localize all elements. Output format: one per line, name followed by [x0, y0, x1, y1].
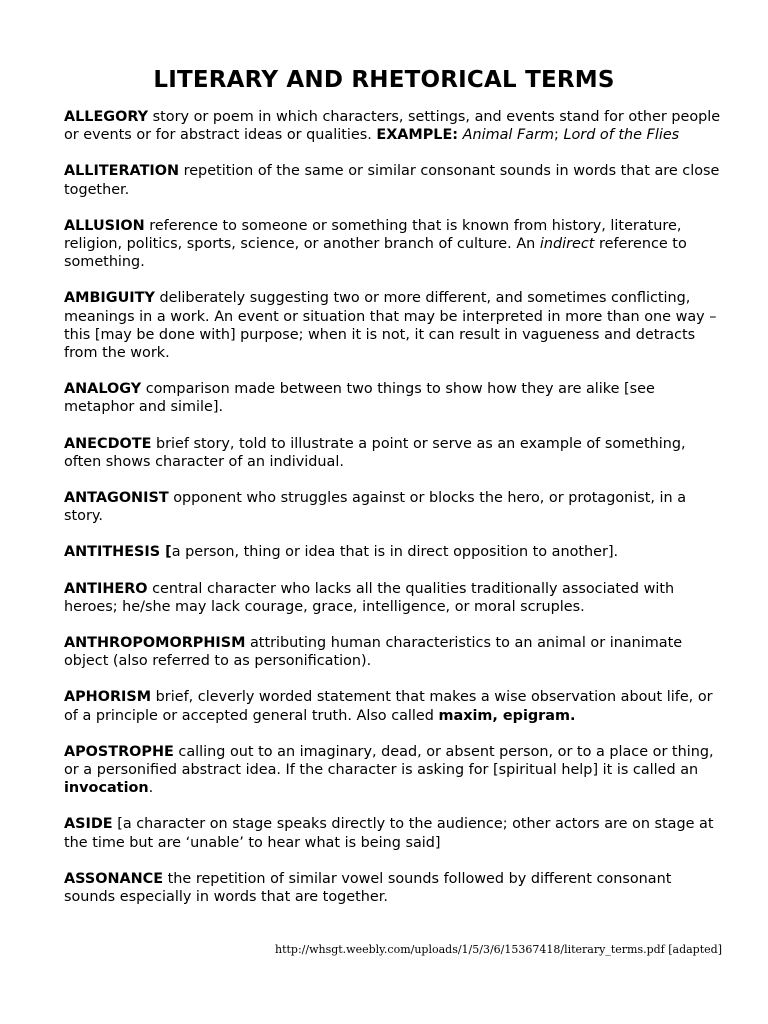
emphasis-text: indirect: [539, 236, 595, 253]
page-title: LITERARY AND RHETORICAL TERMS: [153, 67, 615, 93]
example-label: EXAMPLE:: [376, 127, 459, 144]
term-definition: opponent who struggles against or blocks the hero, or protagonist, in a story.: [64, 490, 687, 525]
term-name: ANTIHERO: [64, 580, 148, 597]
term-name: ANECDOTE: [64, 435, 152, 452]
term-definition: the repetition of similar vowel sounds followed by different consonant sounds especially in words that are together.: [64, 870, 672, 906]
term-definition: repetition of the same or similar consonant sounds in words that are close together.: [64, 163, 720, 198]
term-entry-ambiguity: [64, 289, 724, 362]
related-term: invocation: [64, 780, 149, 797]
term-name: AMBIGUITY: [64, 290, 155, 307]
example-title: Animal Farm: [462, 127, 555, 144]
term-entry-apostrophe: [64, 743, 724, 798]
term-name: ANTHROPOMORPHISM: [64, 635, 246, 652]
example-separator: ;: [554, 127, 564, 144]
term-entry-aside: [64, 815, 724, 851]
term-entry-anthropomorphism: [64, 634, 724, 670]
term-entry-analogy: [64, 380, 724, 416]
term-definition: [a character on stage speaks directly to the audience; other actors are on stage at the time but are ‘unable’ to hear what is being said]: [64, 816, 714, 851]
term-name: ALLITERATION: [64, 163, 180, 180]
term-definition: brief, cleverly worded statement that makes a wise observation about life, or of a principle or accepted general truth. Also called: [64, 689, 713, 724]
term-entry-antithesis: [64, 543, 724, 561]
term-name: APHORISM: [64, 689, 152, 706]
example-title: Lord of the Flies: [563, 127, 680, 144]
term-definition: brief story, told to illustrate a point or serve as an example of something, often shows character of an individual.: [64, 435, 686, 470]
term-name: ANTITHESIS [: [64, 544, 172, 561]
synonym-terms: maxim, epigram.: [438, 707, 576, 724]
term-definition: attributing human characteristics to an animal or inanimate object (also referred to as personification).: [64, 635, 683, 670]
term-name: APOSTROPHE: [64, 743, 174, 760]
terms-list: [64, 108, 724, 924]
term-definition: calling out to an imaginary, dead, or absent person, or to a place or thing, or a personified abstract idea. If the character is asking for [spiritual help] it is called an: [64, 743, 714, 779]
term-definition-continued: .: [148, 780, 154, 797]
term-entry-antihero: [64, 580, 724, 616]
term-definition: reference to someone or something that is known from history, literature, religion, politics, sports, science, or another branch of culture. An: [64, 217, 682, 253]
term-name: ANALOGY: [64, 381, 142, 398]
term-name: ASIDE: [64, 816, 113, 833]
term-definition: comparison made between two things to show how they are alike [see metaphor and simile].: [64, 381, 655, 416]
term-entry-alliteration: [64, 162, 724, 198]
source-citation: http://whsgt.weebly.com/uploads/1/5/3/6/15367418/literary_terms.pdf [adapted]: [274, 943, 722, 956]
term-entry-assonance: [64, 870, 724, 906]
term-definition: deliberately suggesting two or more different, and sometimes conflicting, meanings in a work. An event or situation that may be interpreted in more than one way – this [may be done with] purpose; when it is not, it can result in vagueness and detracts from the work.: [64, 290, 717, 362]
term-entry-allusion: [64, 217, 724, 272]
term-definition: story or poem in which characters, settings, and events stand for other people or events or for abstract ideas or qualities.: [64, 109, 721, 144]
term-entry-anecdote: [64, 435, 724, 471]
term-definition-continued: reference to something.: [64, 236, 687, 271]
term-entry-allegory: [64, 108, 724, 144]
term-name: ASSONANCE: [64, 870, 164, 887]
term-definition: a person, thing or idea that is in direct opposition to another].: [171, 544, 619, 561]
term-entry-aphorism: [64, 688, 724, 724]
term-definition: central character who lacks all the qualities traditionally associated with heroes; he/she may lack courage, grace, intelligence, or moral scruples.: [64, 580, 675, 615]
term-name: ALLEGORY: [64, 109, 149, 125]
term-entry-antagonist: [64, 489, 724, 525]
term-name: ALLUSION: [64, 217, 145, 234]
term-name: ANTAGONIST: [64, 490, 169, 507]
